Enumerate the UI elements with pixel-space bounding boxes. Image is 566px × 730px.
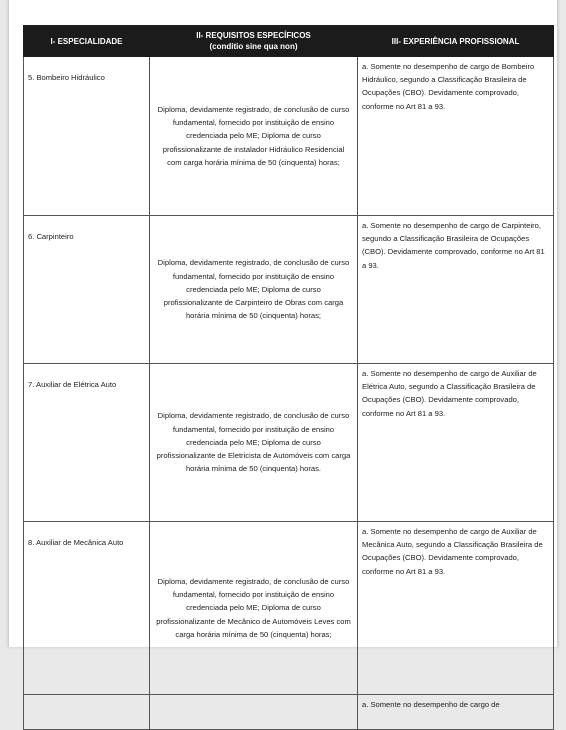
especialidade-cell: 8. Auxiliar de Mecânica Auto <box>24 522 150 695</box>
especialidade-cell: 7. Auxiliar de Elétrica Auto <box>24 364 150 522</box>
requisitos-cell: Diploma, devidamente registrado, de conclusão de curso fundamental, fornecido por instituição de ensino credenciada pelo ME; Diploma de curso profissionalizante de Eletricista de Automóveis com carga horária mínima de 50 (cinquenta) horas. <box>150 364 358 522</box>
table-header-row <box>24 26 554 57</box>
header-especialidade: I- ESPECIALIDADE <box>24 26 150 57</box>
requisitos-cell: Diploma, devidamente registrado, de conclusão de curso fundamental, fornecido por instituição de ensino credenciada pelo ME; Diploma de curso profissionalizante de instalador Hidráulico Residencial com carga horária mínima de 50 (cinquenta) horas; <box>150 57 358 216</box>
header-experiencia: III- EXPERIÊNCIA PROFISSIONAL <box>358 26 554 57</box>
especialidade-cell <box>24 695 150 730</box>
experiencia-cell: a. Somente no desempenho de cargo de <box>358 695 554 730</box>
requisitos-cell <box>150 695 358 730</box>
experiencia-cell: a. Somente no desempenho de cargo de Auxiliar de Mecânica Auto, segundo a Classificação Brasileira de Ocupações (CBO). Devidamente comprovado, conforme no Art 81 a 93. <box>358 522 554 695</box>
requirements-table <box>23 25 554 730</box>
header-requisitos-subtitle: (conditio sine qua non) <box>209 42 298 51</box>
table-row <box>24 695 554 730</box>
header-requisitos <box>150 26 358 57</box>
table-row <box>24 216 554 364</box>
table-row <box>24 522 554 695</box>
experiencia-cell: a. Somente no desempenho de cargo de Bombeiro Hidráulico, segundo a Classificação Brasileira de Ocupações (CBO). Devidamente comprovado, conforme no Art 81 a 93. <box>358 57 554 216</box>
header-requisitos-title: II- REQUISITOS ESPECÍFICOS <box>196 31 311 40</box>
table-row <box>24 57 554 216</box>
experiencia-cell: a. Somente no desempenho de cargo de Carpinteiro, segundo a Classificação Brasileira de Ocupações (CBO). Devidamente comprovado, conforme no Art 81 a 93. <box>358 216 554 364</box>
especialidade-cell: 5. Bombeiro Hidráulico <box>24 57 150 216</box>
table-row <box>24 364 554 522</box>
especialidade-cell: 6. Carpinteiro <box>24 216 150 364</box>
document-page <box>8 0 558 709</box>
requisitos-cell: Diploma, devidamente registrado, de conclusão de curso fundamental, fornecido por instituição de ensino credenciada pelo ME; Diploma de curso profissionalizante de Mecânico de Automóveis Leves com carga horária mínima de 50 (cinquenta) horas; <box>150 522 358 695</box>
requisitos-cell: Diploma, devidamente registrado, de conclusão de curso fundamental, fornecido por instituição de ensino credenciada pelo ME; Diploma de curso profissionalizante de Carpinteiro de Obras com carga horária mínima de 50 (cinquenta) horas; <box>150 216 358 364</box>
experiencia-cell: a. Somente no desempenho de cargo de Auxiliar de Elétrica Auto, segundo a Classificação Brasileira de Ocupações (CBO). Devidamente comprovado, conforme no Art 81 a 93. <box>358 364 554 522</box>
